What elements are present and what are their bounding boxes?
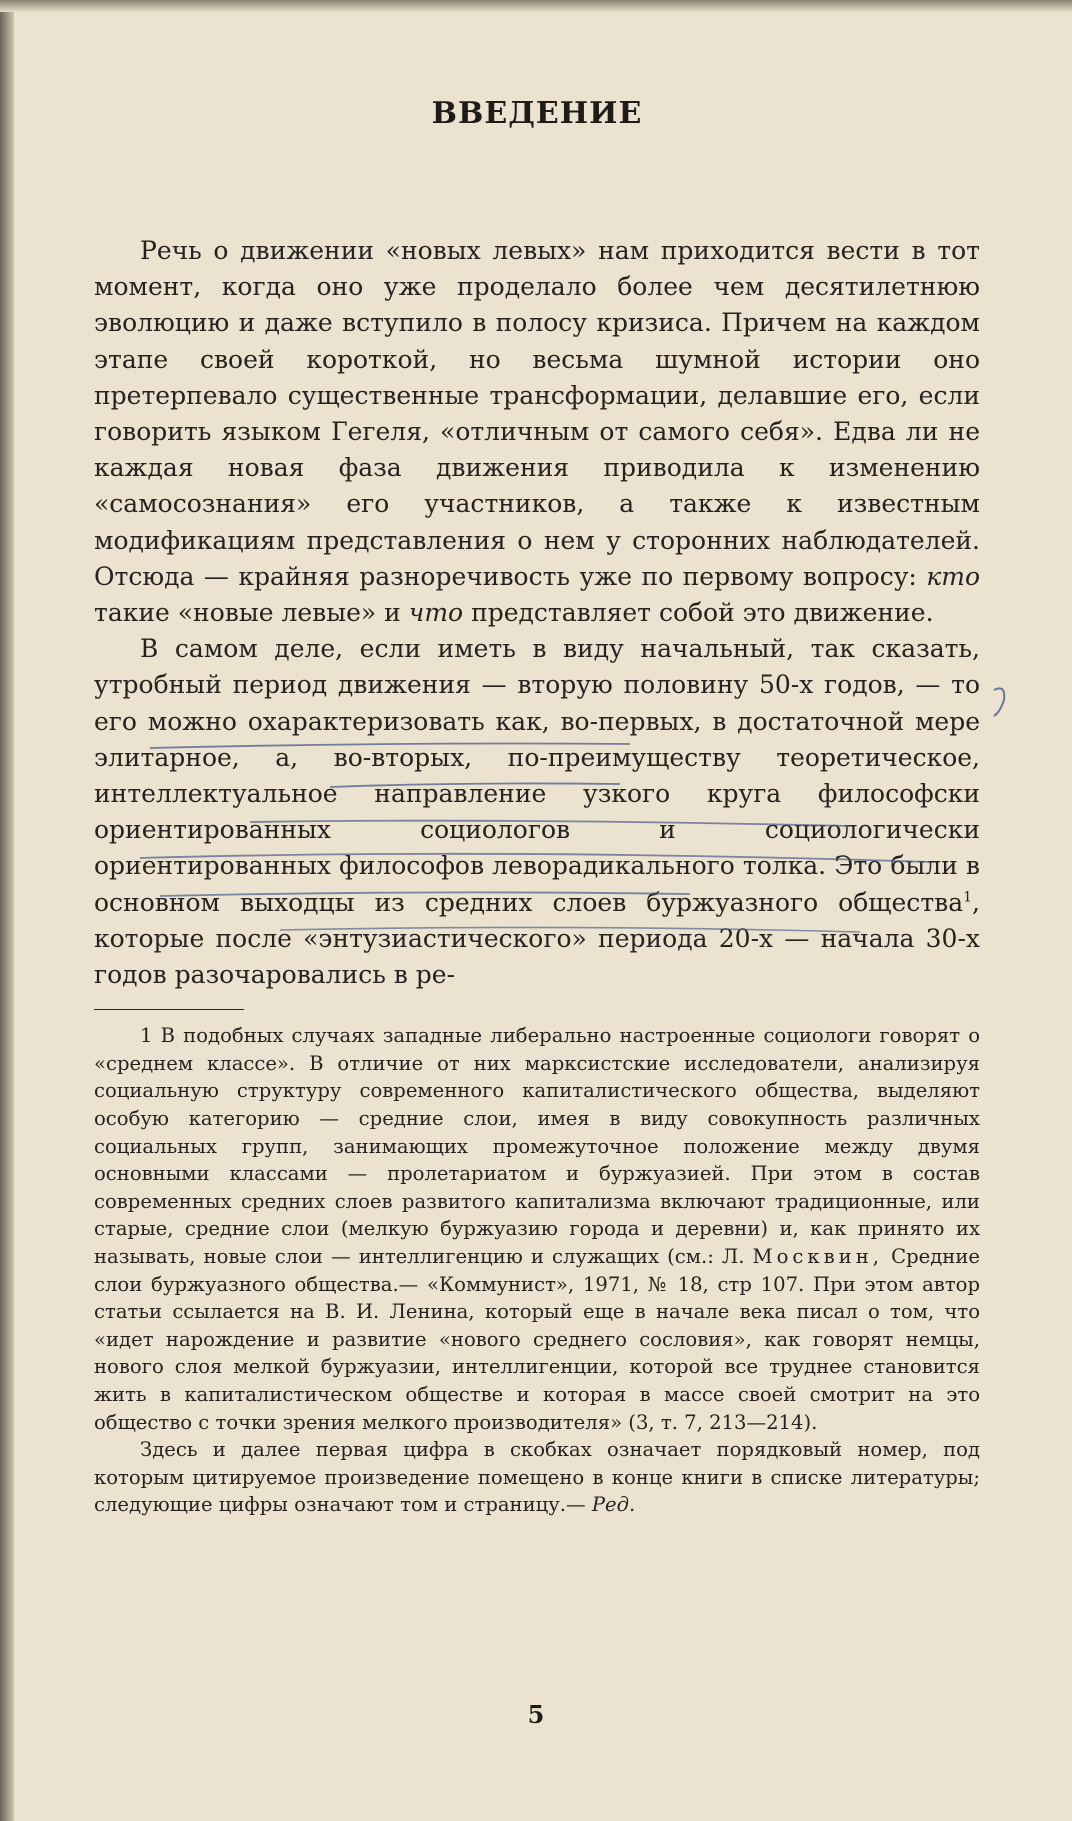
footnote-text-end: Средние слои буржуазного общества.— «Коммунист», 1971, № 18, стр 107. При этом автор статьи ссылается на В. И. Ленина, который еще в начале века писал о том, что «идет нарождение и развитие «нового среднего сословия», как говорят немцы, нового слоя мелкой буржуазии, интеллигенции, которой все труднее становится жить в капиталистическом обществе и которая в массе своей смотрит на это общество с точки зрения мелкого производителя» (3, т. 7, 213—214).	[94, 1245, 980, 1434]
page-binding-shadow	[0, 0, 14, 1821]
chapter-title: ВВЕДЕНИЕ	[431, 96, 643, 131]
editor-signature: Ред.	[591, 1493, 636, 1517]
footnote-marker: 1	[140, 1024, 153, 1048]
paragraph-1-end: представляет собой это движение.	[471, 598, 934, 628]
footnote-author: Москвин,	[752, 1245, 883, 1269]
paragraph-2-end: , которые после «энтузиастического» периода 20-х — начала 30-х годов разочаровались в ре-	[94, 887, 980, 990]
emphasis-kto: кто	[926, 561, 981, 591]
footnote-1	[94, 1022, 980, 1436]
paragraph-1-text: Речь о движении «новых левых» нам приходится вести в тот момент, когда оно уже проделало более чем десятилетнюю эволюцию и даже вступило в полосу кризиса. Причем на каждом этапе своей короткой, но весьма шумной истории оно претерпевало существенные трансформации, делавшие его, если говорить языком Гегеля, «отличным от самого себя». Едва ли не каждая новая фаза движения приводила к изменению «самосознания» его участников, а также к известным модификациям представления о нем у сторонних наблюдателей. Отсюда — крайняя разноречивость уже по первому вопросу:	[94, 236, 980, 591]
editor-note-text: Здесь и далее первая цифра в скобках означает порядковый номер, под которым цитируемое произведение помещено в конце книги в списке литературы; следующие цифры означают том и страницу.—	[94, 1438, 980, 1517]
editor-note	[94, 1436, 980, 1519]
page-top-shadow	[0, 0, 1072, 12]
footnote-text-start: В подобных случаях западные либерально настроенные социологи говорят о «среднем классе». В отличие от них марксистские исследователи, анализируя социальную структуру современного капиталистического общества, выделяют особую категорию — средние слои, имея в виду совокупность различных социальных групп, занимающих промежуточное положение между двумя основными классами — пролетариатом и буржуазией. При этом в состав современных средних слоев развитого капитализма включают традиционные, или старые, средние слои (мелкую буржуазию города и деревни) и, как принято их называть, новые слои — интеллигенцию и служащих (см.: Л.	[94, 1024, 980, 1269]
paragraph-2	[94, 631, 980, 993]
page-number: 5	[527, 1700, 545, 1729]
pencil-margin-mark	[994, 688, 1004, 716]
paragraph-2-text: В самом деле, если иметь в виду начальный, так сказать, утробный период движения — вторую половину 50-х годов, — то его можно охарактеризовать как, во-первых, в достаточной мере элитарное, а, во-вторых, по-преимуществу теоретическое, интеллектуальное направление узкого круга философски ориентированных социологов и социологически ориентированных философов леворадикального толка. Это были в основном выходцы из средних слоев буржуазного общества	[94, 634, 980, 917]
footnote-reference[interactable]: 1	[963, 889, 973, 906]
page-content	[94, 96, 980, 1519]
main-text	[94, 233, 980, 993]
footnotes	[94, 1022, 980, 1519]
paragraph-1-mid: такие «новые левые» и	[94, 598, 401, 628]
emphasis-chto: что	[408, 598, 464, 628]
paragraph-1	[94, 233, 980, 631]
footnote-divider	[94, 1009, 244, 1010]
